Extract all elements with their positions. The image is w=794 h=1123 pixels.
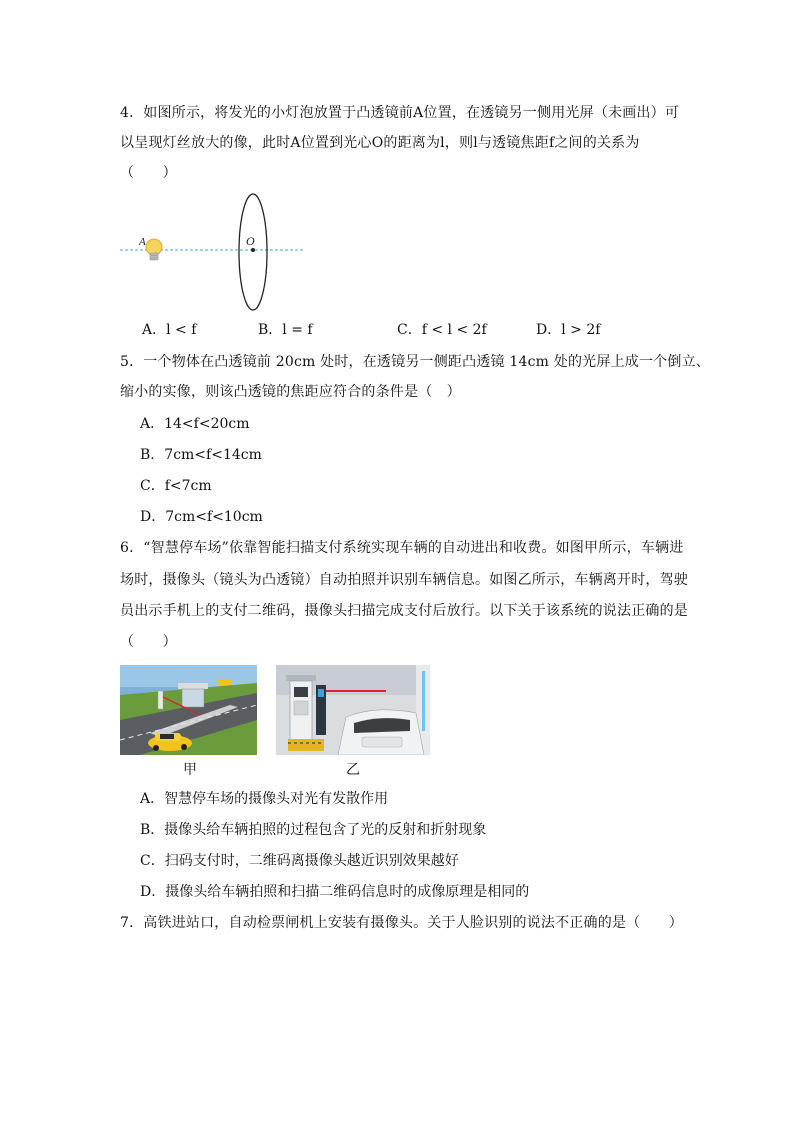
q5-option-d: D．7cm<f<10cm [140, 509, 263, 525]
figure-caption-jia: 甲 [183, 762, 197, 778]
q6-line-2: 场时，摄像头（镜头为凸透镜）自动拍照并识别车辆信息。如图乙所示，车辆离开时，驾驶 [120, 572, 688, 588]
q4-answer-paren: （ ） [120, 165, 177, 181]
label-O: O [246, 234, 255, 248]
q6-line-1: 6．“智慧停车场”依靠智能扫描支付系统实现车辆的自动进出和收费。如图甲所示，车辆进 [120, 540, 684, 556]
label-A: A [139, 236, 146, 248]
q4-option-d: D．l > 2f [536, 322, 601, 338]
q6-option-d: D．摄像头给车辆拍照和扫描二维码信息时的成像原理是相同的 [140, 884, 530, 900]
q4-line-1: 4．如图所示，将发光的小灯泡放置于凸透镜前A位置，在透镜另一侧用光屏（未画出）可 [120, 105, 680, 121]
q6-line-3: 员出示手机上的支付二维码，摄像头扫描完成支付后放行。以下关于该系统的说法正确的是 [120, 603, 688, 619]
parking-exit-image [276, 665, 430, 755]
lightbulb-icon [146, 239, 162, 260]
q6-option-b: B．摄像头给车辆拍照的过程包含了光的反射和折射现象 [140, 822, 487, 838]
q4-line-2: 以呈现灯丝放大的像，此时A位置到光心O的距离为l，则l与透镜焦距f之间的关系为 [120, 135, 640, 151]
q4-option-b: B．l = f [258, 322, 313, 338]
q5-option-c: C．f<7cm [140, 478, 212, 494]
figure-caption-yi: 乙 [346, 762, 360, 778]
q5-option-b: B．7cm<f<14cm [140, 447, 262, 463]
q5-line-2: 缩小的实像，则该凸透镜的焦距应符合的条件是（ ） [120, 384, 461, 400]
q7-line-1: 7．高铁进站口，自动检票闸机上安装有摄像头。关于人脸识别的说法不正确的是（ ） [120, 915, 683, 931]
parking-entrance-image [120, 665, 257, 755]
q4-option-a: A．l < f [142, 322, 197, 338]
optical-center-dot [251, 248, 255, 252]
q6-option-a: A．智慧停车场的摄像头对光有发散作用 [140, 791, 389, 807]
q4-option-c: C．f < l < 2f [397, 322, 487, 338]
lens-diagram [118, 190, 308, 315]
q6-option-c: C．扫码支付时，二维码离摄像头越近识别效果越好 [140, 853, 459, 869]
q5-line-1: 5．一个物体在凸透镜前 20cm 处时，在透镜另一侧距凸透镜 14cm 处的光屏上成一个倒立、 [120, 354, 710, 370]
q6-answer-paren: （ ） [120, 634, 177, 650]
q5-option-a: A．14<f<20cm [140, 416, 250, 432]
